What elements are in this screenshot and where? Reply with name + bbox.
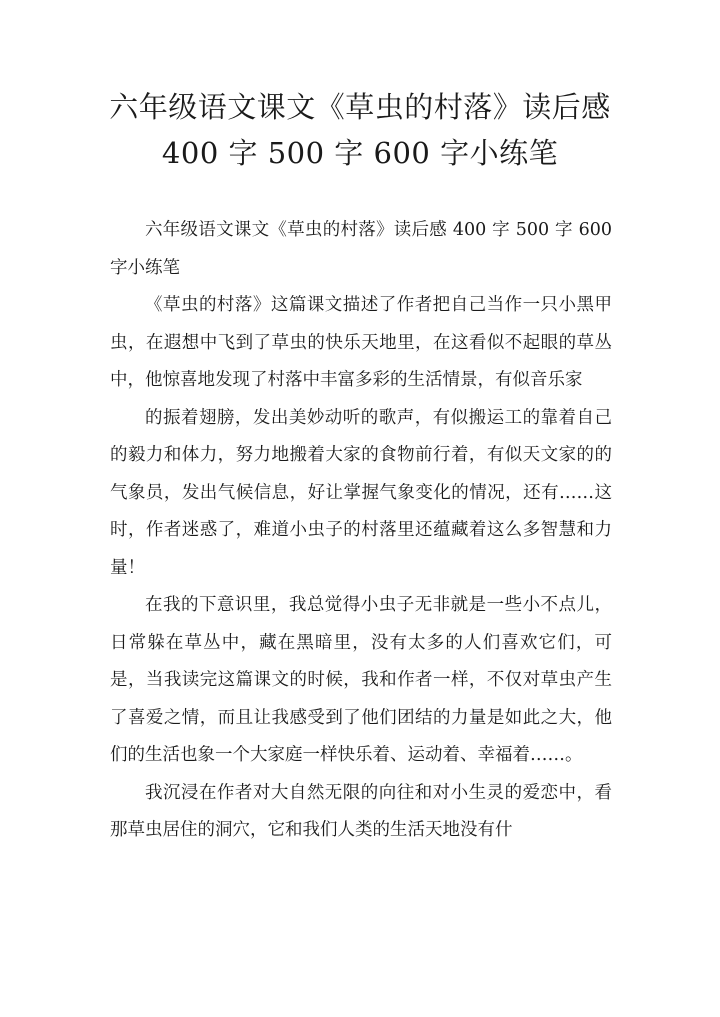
title-line-1: 六年级语文课文《草虫的村落》读后感 <box>109 90 611 124</box>
paragraph-4: 在我的下意识里，我总觉得小虫子无非就是一些小不点儿，日常躲在草丛中，藏在黑暗里，没有太多的人们喜欢它们，可是，当我读完这篇课文的时候，我和作者一样，不仅对草虫产生了喜爱之情，而且让我感受到了他们团结的力量是如此之大，他们的生活也象一个大家庭一样快乐着、运动着、幸福着……。 <box>110 595 612 765</box>
document-title <box>60 84 660 176</box>
paragraph-5: 我沉浸在作者对大自然无限的向往和对小生灵的爱恋中，看那草虫居住的洞穴，它和我们人类的生活天地没有什 <box>110 782 612 840</box>
paragraph-2: 《草虫的村落》这篇课文描述了作者把自己当作一只小黑甲虫，在遐想中飞到了草虫的快乐天地里，在这看似不起眼的草丛中，他惊喜地发现了村落中丰富多彩的生活情景，有似音乐家 <box>110 295 612 390</box>
paragraph-3: 的振着翅膀，发出美妙动听的歌声，有似搬运工的靠着自己的毅力和体力，努力地搬着大家的食物前行着，有似天文家的的气象员，发出气候信息，好让掌握气象变化的情况，还有……这时，作者迷惑了，难道小虫子的村落里还蕴藏着这么多智慧和力量！ <box>110 407 612 578</box>
paragraph-1: 六年级语文课文《草虫的村落》读后感 400 字 500 字 600 字小练笔 <box>110 220 612 278</box>
title-line-2: 400 字 500 字 600 字小练笔 <box>161 136 559 170</box>
document-body <box>110 212 612 850</box>
